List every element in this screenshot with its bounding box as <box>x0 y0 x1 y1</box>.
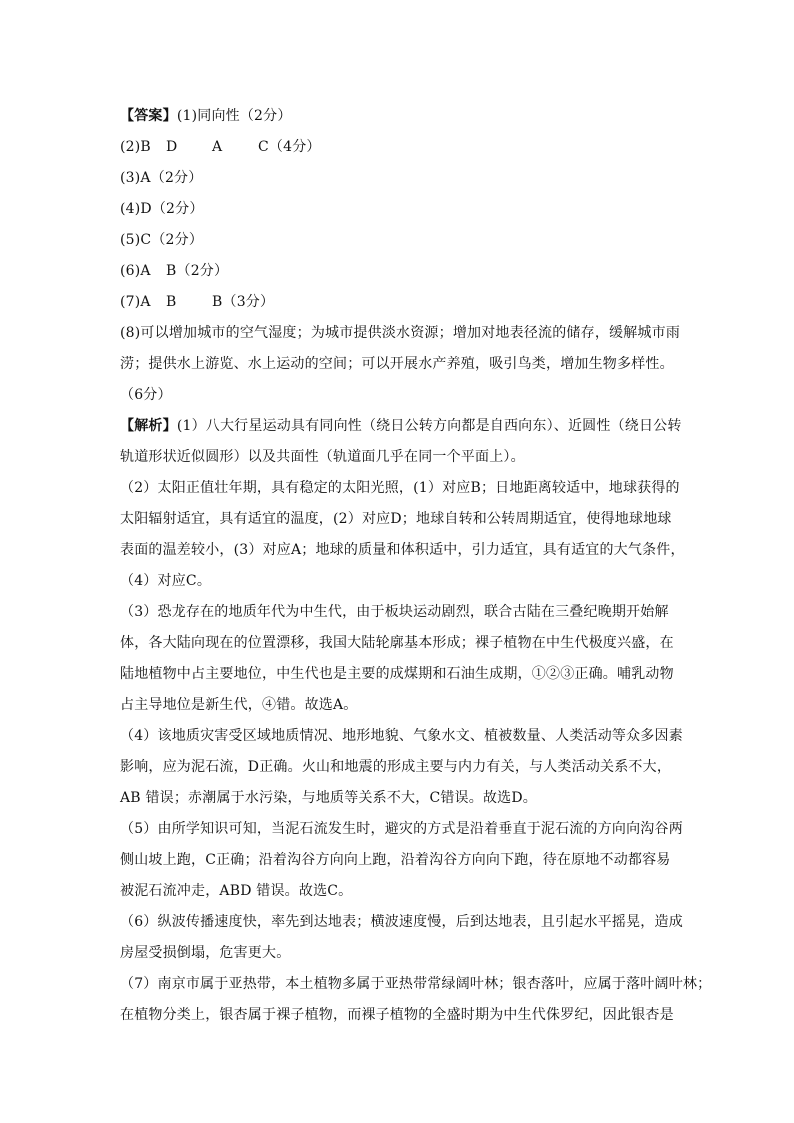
answer-q7-opt3: B（3分） <box>212 294 275 310</box>
analysis-p3-line1: （3）恐龙存在的地质年代为中生代，由于板块运动剧烈，联合古陆在三叠纪晚期开始解 <box>120 604 669 620</box>
answer-q4: (4)D（2分） <box>120 201 204 217</box>
analysis-p1-text1: (1）八大行星运动具有同向性（绕日公转方向都是自西向东）、近圆性（绕日公转 <box>176 418 682 434</box>
answer-q7-line <box>120 287 676 318</box>
answer-q7-opt1: (7)A <box>120 294 151 310</box>
analysis-p6-line2: 房屋受损倒塌，危害更大。 <box>120 945 291 961</box>
answer-q6-opt2: B（2分） <box>166 263 229 279</box>
answer-q8-line1: (8)可以增加城市的空气湿度；为城市提供淡水资源；增加对地表径流的储存，缓解城市雨 <box>120 325 681 341</box>
answer-q3: (3)A（2分） <box>120 170 203 186</box>
analysis-p2-line4: （4）对应C。 <box>120 573 212 589</box>
document-page <box>120 101 712 1031</box>
answer-q8-line2: 涝；提供水上游览、水上运动的空间；可以开展水产养殖，吸引鸟类，增加生物多样性。 <box>120 356 674 372</box>
answer-q7-opt2: B <box>166 294 177 310</box>
analysis-p5-line1: （5）由所学知识可知，当泥石流发生时，避灾的方式是沿着垂直于泥石流的方向向沟谷两 <box>120 821 683 837</box>
analysis-p2-line2: 太阳辐射适宜，具有适宜的温度，(2）对应D；地球自转和公转周期适宜，使得地球地球 <box>120 511 672 527</box>
analysis-p7-line2: 在植物分类上，银杏属于裸子植物，而裸子植物的全盛时期为中生代侏罗纪，因此银杏是 <box>120 1007 674 1023</box>
analysis-p4-line1: （4）该地质灾害受区域地质情况、地形地貌、气象水文、植被数量、人类活动等众多因素 <box>120 728 683 744</box>
answer-q1: (1)同向性（2分） <box>176 108 292 124</box>
analysis-p5-line2: 侧山坡上跑，C正确；沿着沟谷方向向上跑，沿着沟谷方向向下跑，待在原地不动都容易 <box>120 852 671 868</box>
analysis-p1-line2: 轨道形状近似圆形）以及共面性（轨道面几乎在同一个平面上）。 <box>120 449 525 465</box>
answer-q6-opt1: (6)A <box>120 263 151 279</box>
analysis-p3-line2: 体，各大陆向现在的位置漂移，我国大陆轮廓基本形成；裸子植物在中生代极度兴盛，在 <box>120 635 674 651</box>
analysis-p2-line3: 表面的温差较小，(3）对应A；地球的质量和体积适中，引力适宜，具有适宜的大气条件， <box>120 542 685 558</box>
answer-q2-line <box>120 132 676 163</box>
answer-label: 【答案】 <box>120 108 177 124</box>
analysis-p5-line3: 被泥石流冲走，ABD 错误。故选C。 <box>120 883 353 899</box>
analysis-p2-line1: （2）太阳正值壮年期，具有稳定的太阳光照，(1）对应B；日地距离较适中，地球获得的 <box>120 480 680 496</box>
answer-q6-line <box>120 256 676 287</box>
analysis-p4-line2: 影响，应为泥石流，D正确。火山和地震的形成主要与内力有关，与人类活动关系不大， <box>120 759 672 775</box>
analysis-p3-line4: 占主导地位是新生代，④错。故选A。 <box>120 697 358 713</box>
analysis-p7-line1: （7）南京市属于亚热带，本土植物多属于亚热带常绿阔叶林；银杏落叶，应属于落叶阔叶林； <box>120 976 712 992</box>
answer-q2-opt4: C（4分） <box>258 139 321 155</box>
analysis-p1-line1 <box>120 411 682 442</box>
answer-q1-line <box>120 101 676 132</box>
answer-q8-line3: （6分） <box>120 387 172 403</box>
analysis-p6-line1: （6）纵波传播速度快，率先到达地表；横波速度慢，后到达地表，且引起水平摇晃，造成 <box>120 914 683 930</box>
answer-q2-opt1: (2)B <box>120 139 151 155</box>
answer-q2-opt2: D <box>166 139 178 155</box>
answer-q2-opt3: A <box>212 139 223 155</box>
analysis-p4-line3: AB 错误；赤潮属于水污染，与地质等关系不大，C错误。故选D。 <box>120 790 537 806</box>
analysis-label: 【解析】 <box>120 418 177 434</box>
analysis-p3-line3: 陆地植物中占主要地位，中生代也是主要的成煤期和石油生成期，①②③正确。哺乳动物 <box>120 666 674 682</box>
answer-q5: (5)C（2分） <box>120 232 204 248</box>
